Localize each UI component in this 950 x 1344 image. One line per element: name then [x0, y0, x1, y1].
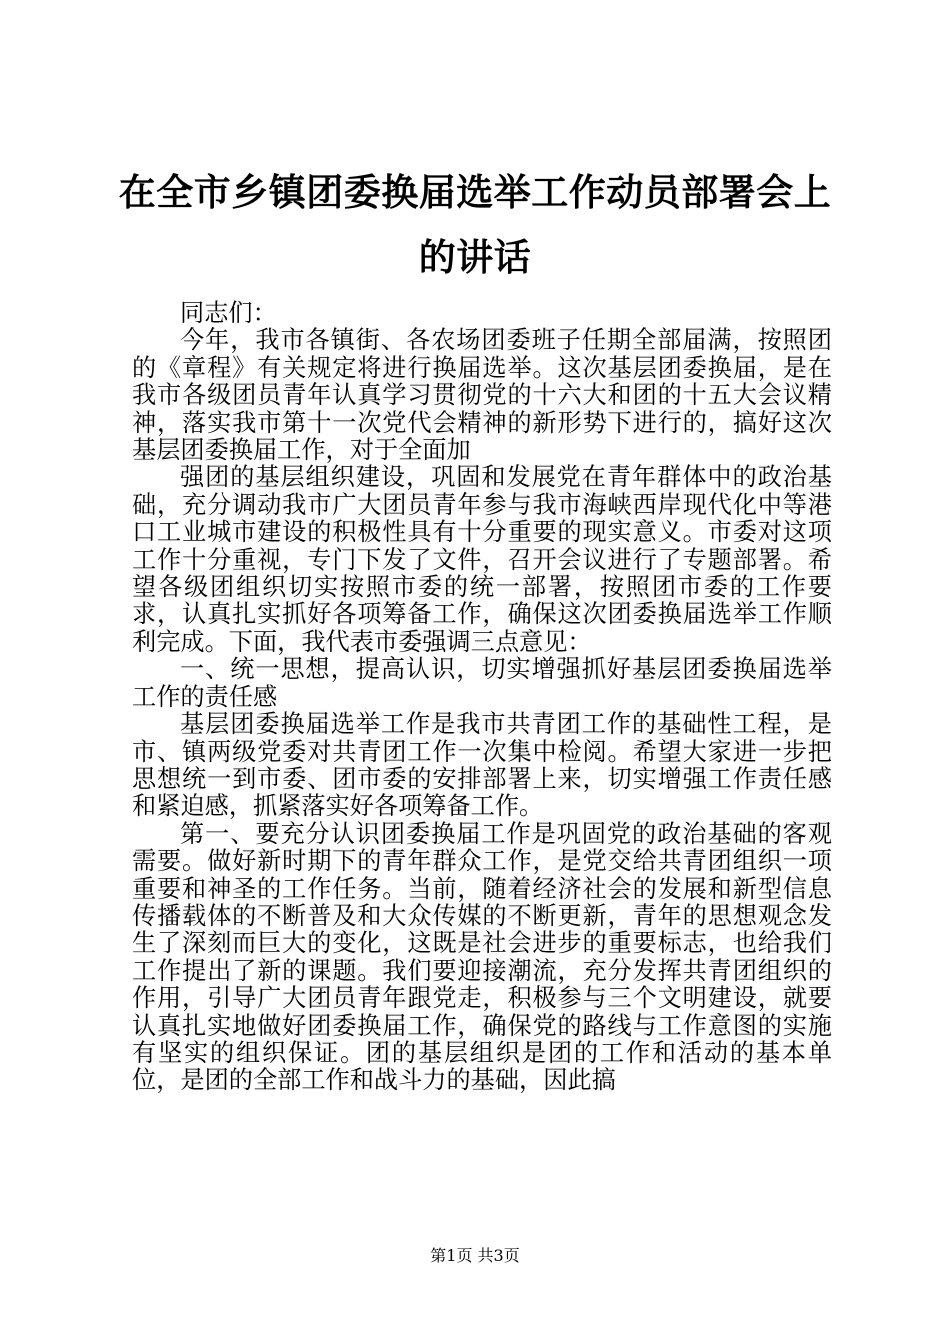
paragraph: 强团的基层组织建设，巩固和发展党在青年群体中的政治基础，充分调动我市广大团员青年参与我市海峡西岸现代化中等港口工业城市建设的积极性具有十分重要的现实意义。市委对这项工作十分重视，专门下发了文件，召开会议进行了专题部署。希望各级团组织切实按照市委的统一部署，按照团市委的工作要求，认真扎实抓好各项筹备工作，确保这次团委换届选举工作顺利完成。下面，我代表市委强调三点意见：	[132, 463, 832, 656]
section-heading: 一、统一思想，提高认识，切实增强抓好基层团委换届选举工作的责任感	[132, 655, 832, 711]
paragraph: 基层团委换届选举工作是我市共青团工作的基础性工程，是市、镇两级党委对共青团工作一次集中检阅。希望大家进一步把思想统一到市委、团市委的安排部署上来，切实增强工作责任感和紧迫感，抓紧落实好各项筹备工作。	[132, 710, 832, 821]
document-body	[132, 300, 832, 1095]
paragraph: 今年，我市各镇街、各农场团委班子任期全部届满，按照团的《章程》有关规定将进行换届选举。这次基层团委换届，是在我市各级团员青年认真学习贯彻党的十六大和团的十五大会议精神，落实我市第十一次党代会精神的新形势下进行的，搞好这次基层团委换届工作，对于全面加	[132, 326, 832, 465]
paragraph-salutation: 同志们：	[180, 299, 277, 327]
page-number-footer: 第1页 共3页	[430, 1246, 520, 1265]
page-title: 在全市乡镇团委换届选举工作动员部署会上的讲话	[118, 170, 832, 279]
paragraph: 第一、要充分认识团委换届工作是巩固党的政治基础的客观需要。做好新时期下的青年群众工作，是党交给共青团组织一项重要和神圣的工作任务。当前，随着经济社会的发展和新型信息传播载体的不断普及和大众传媒的不断更新，青年的思想观念发生了深刻而巨大的变化，这既是社会进步的重要标志，也给我们工作提出了新的课题。我们要迎接潮流，充分发挥共青团组织的作用，引导广大团员青年跟党走，积极参与三个文明建设，就要认真扎实地做好团委换届工作，确保党的路线与工作意图的实施有坚实的组织保证。团的基层组织是团的工作和活动的基本单位，是团的全部工作和战斗力的基础，因此搞	[132, 819, 832, 1095]
